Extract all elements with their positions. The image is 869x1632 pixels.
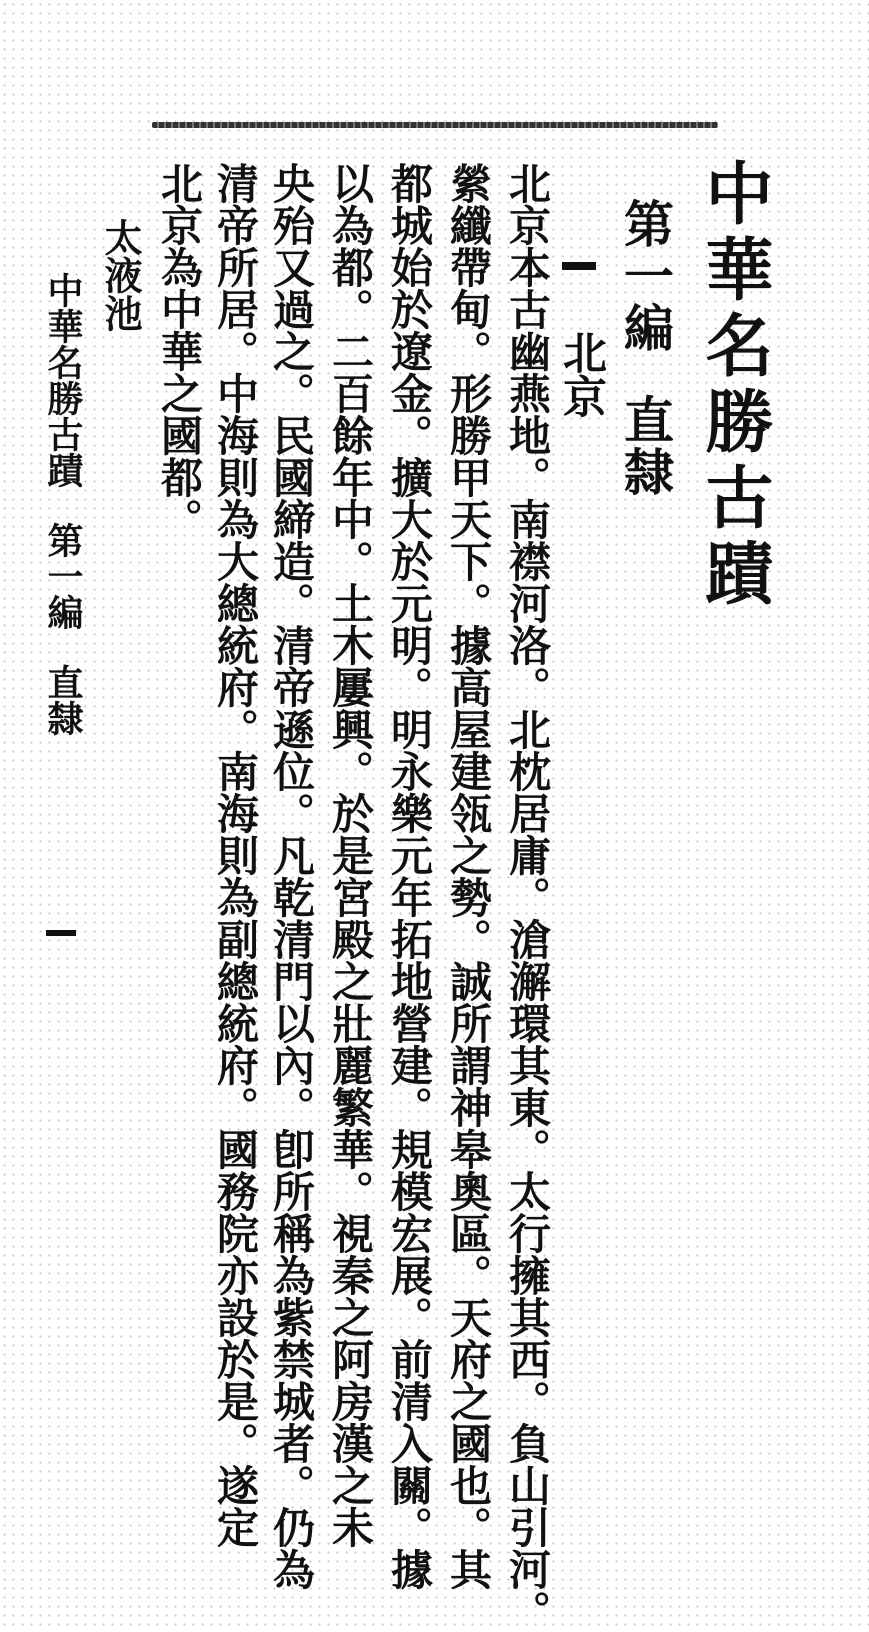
body-text-column: 縈纖帶甸。形勝甲天下。據高屋建瓴之勢。誠所謂神皋奧區。天府之國也。其	[444, 162, 493, 1590]
body-text-column: 央殆又過之。民國締造。清帝遜位。凡乾清門以內。卽所稱為紫禁城者。仍為	[267, 162, 316, 1590]
running-head-book: 中華名勝古蹟	[42, 272, 84, 488]
running-head-name: 直隸	[42, 664, 84, 736]
page-number-mark	[46, 930, 76, 936]
body-text-column: 北京為中華之國都。	[155, 162, 204, 540]
part-heading	[616, 198, 675, 498]
part-number: 第一編	[616, 198, 675, 354]
running-head-part: 第一編	[42, 522, 84, 630]
subsection-heading: 太液池	[98, 218, 143, 332]
section-title: 北京	[555, 330, 606, 418]
body-text-column: 北京本古幽燕地。南襟河洛。北枕居庸。滄澥環其東。太行擁其西。負山引河。	[503, 162, 552, 1632]
book-title: 中華名勝古蹟	[694, 158, 774, 614]
body-text-column: 清帝所居。中海則為大總統府。南海則為副總統府。國務院亦設於是。遂定	[211, 162, 260, 1548]
body-text-column: 都城始於遼金。擴大於元明。明永樂元年拓地營建。規模宏展。前清入關。據	[385, 162, 434, 1590]
part-name: 直隸	[616, 394, 675, 498]
running-head	[44, 272, 82, 736]
top-border-rule	[152, 122, 718, 128]
body-text-column: 以為都。二百餘年中。土木屢興。於是宮殿之壯麗繁華。視秦之阿房漢之未	[326, 162, 375, 1548]
section-number-mark	[562, 262, 596, 270]
